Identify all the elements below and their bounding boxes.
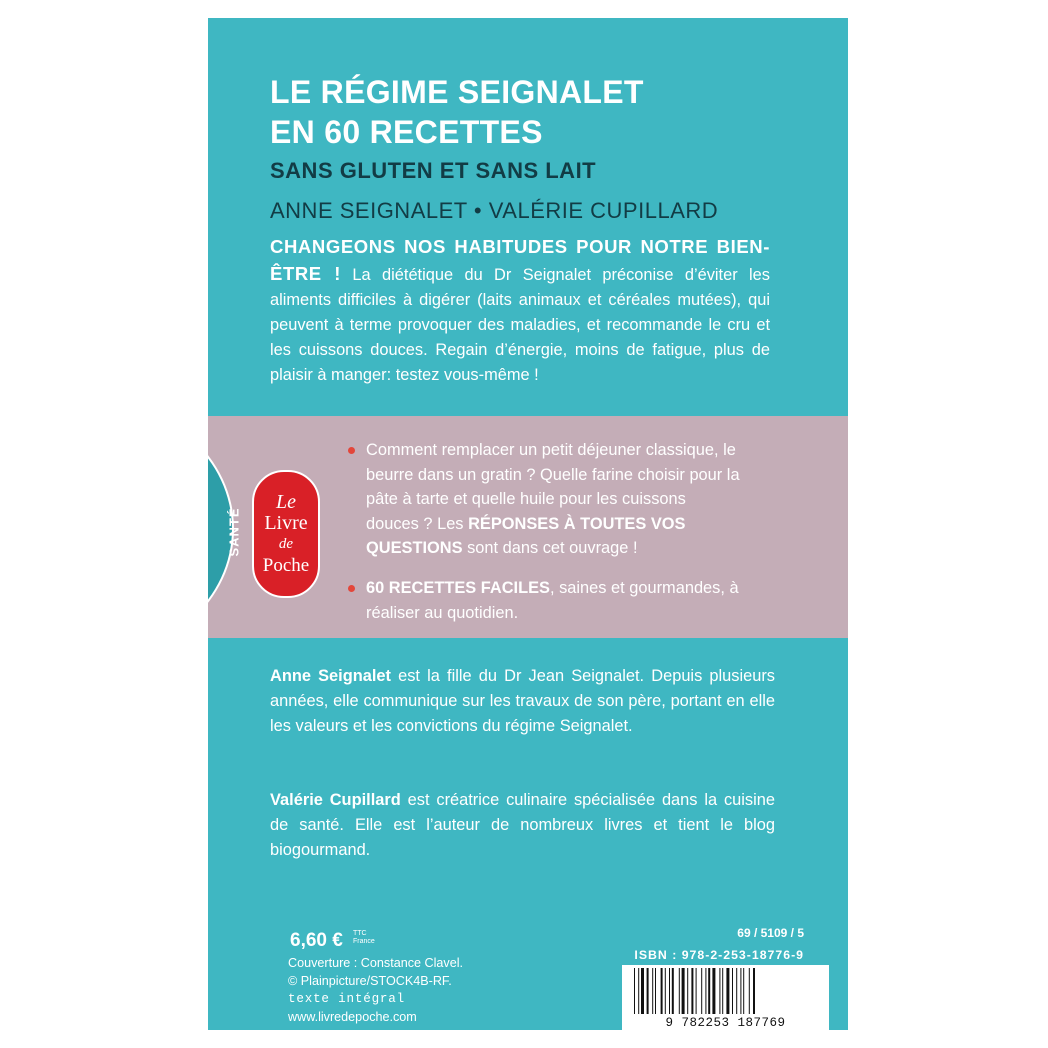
credit-full-text: texte intégral [288, 992, 406, 1006]
price-tax-note [353, 930, 375, 946]
bullet1-emphasis: RÉPONSES À TOUTES VOS QUESTIONS [366, 514, 686, 557]
publisher-website: www.livredepoche.com [288, 1010, 417, 1024]
credit-photo: © Plainpicture/STOCK4B-RF. [288, 974, 452, 988]
author-bio-anne [270, 664, 775, 739]
livre-de-poche-logo [252, 470, 320, 598]
barcode [622, 965, 829, 1030]
cover-credits [288, 954, 463, 1026]
bullet-item-recipes [366, 576, 740, 625]
book-subtitle: SANS GLUTEN ET SANS LAIT [270, 158, 597, 183]
intro-body: La diététique du Dr Seignalet préconise d’éviter les aliments difficiles à digérer (laits animaux et céréales mutées), qui peuvent à terme provoquer des maladies, et recommande le cru et les cuissons douces. Regain d’énergie, moins de fatigue, plus de plaisir à manger: testez vous-même ! [270, 266, 770, 384]
credit-cover-designer: Couverture : Constance Clavel. [288, 956, 463, 970]
bullet2-text: , saines et gourmandes, à réaliser au quotidien. [366, 579, 739, 622]
logo-line-3: de [278, 536, 294, 552]
barcode-number: 9 782253 187769 [665, 1016, 786, 1030]
isbn-number: ISBN : 978-2-253-18776-9 [634, 948, 804, 962]
bio2-text: est créatrice culinaire spécialisée dans la cuisine de santé. Elle est l’auteur de nombreux livres et tient le blog biogourmand. [270, 791, 775, 859]
bio1-name: Anne Seignalet [270, 667, 391, 685]
logo-line-2: Livre [264, 512, 308, 534]
bio1-text: est la fille du Dr Jean Seignalet. Depuis plusieurs années, elle communique sur les travaux de son père, portant en elle les valeurs et les convictions du régime Seignalet. [270, 667, 775, 735]
logo-line-1: Le [276, 491, 296, 513]
bullet-item-questions [366, 438, 740, 561]
bullet1-end: sont dans cet ouvrage ! [467, 539, 638, 557]
bullet2-emphasis: 60 RECETTES FACILES [366, 579, 550, 597]
bullet1-text: Comment remplacer un petit déjeuner classique, le beurre dans un gratin ? Quelle farine choisir pour la pâte à tarte et quelle huile pour les cuissons douces ? Les [366, 441, 740, 533]
price-region: France [353, 938, 375, 945]
title-line-1: LE RÉGIME SEIGNALET [270, 74, 644, 110]
barcode-bars-icon [634, 968, 817, 1016]
book-price: 6,60 € [290, 930, 343, 951]
collection-label: SANTÉ [226, 507, 242, 557]
logo-line-4: Poche [262, 555, 310, 576]
price-ttc: TTC [353, 930, 367, 937]
book-back-cover [208, 18, 848, 1030]
book-authors: ANNE SEIGNALET • VALÉRIE CUPILLARD [270, 198, 719, 223]
intro-lead: CHANGEONS NOS HABITUDES POUR NOTRE BIEN-ÊTRE ! [270, 236, 770, 284]
intro-paragraph [270, 234, 770, 388]
reference-code: 69 / 5109 / 5 [737, 926, 804, 940]
bio2-name: Valérie Cupillard [270, 791, 401, 809]
bullet-dot-icon [348, 585, 355, 592]
author-bio-valerie [270, 788, 775, 863]
title-line-2: EN 60 RECETTES [270, 114, 543, 150]
bullet-dot-icon [348, 447, 355, 454]
book-title [270, 72, 644, 152]
